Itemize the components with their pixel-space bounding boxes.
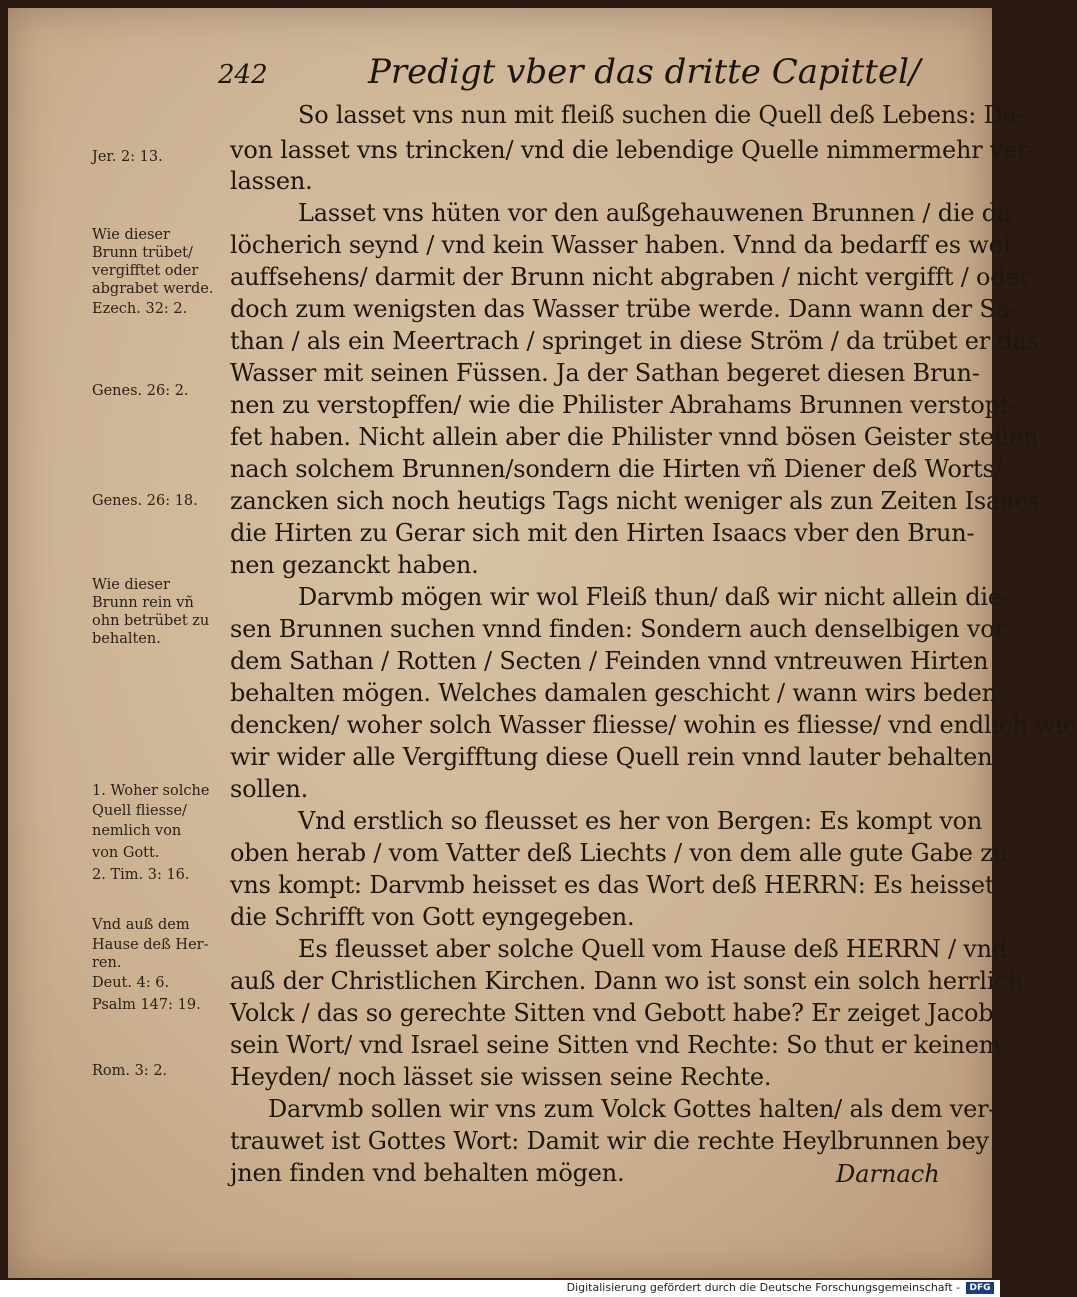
body-line: than / als ein Meertrach / springet in diese Ström / da trübet er das bbox=[230, 327, 1039, 355]
margin-note: 2. Tim. 3: 16. bbox=[92, 867, 190, 883]
margin-note: Rom. 3: 2. bbox=[92, 1063, 168, 1079]
margin-note: Psalm 147: 19. bbox=[92, 997, 201, 1013]
body-line: Es fleusset aber solche Quell vom Hause deß HERRN / vnd bbox=[298, 935, 1008, 963]
body-line: fet haben. Nicht allein aber die Philister vnnd bösen Geister stellen bbox=[230, 423, 1039, 451]
margin-note: Ezech. 32: 2. bbox=[92, 301, 188, 317]
body-line: Vnd erstlich so fleusset es her von Bergen: Es kompt von bbox=[298, 807, 983, 835]
body-line: Darvmb mögen wir wol Fleiß thun/ daß wir nicht allein die- bbox=[298, 583, 1010, 611]
margin-note: Genes. 26: 18. bbox=[92, 493, 198, 509]
body-line: Volck / das so gerechte Sitten vnd Gebott habe? Er zeiget Jacob bbox=[230, 999, 994, 1027]
body-line: trauwet ist Gottes Wort: Damit wir die rechte Heylbrunnen bey bbox=[230, 1127, 989, 1155]
margin-note: ohn betrübet zu bbox=[92, 613, 210, 629]
body-line: die Schrifft von Gott eyngegeben. bbox=[230, 903, 635, 931]
footer-bar bbox=[0, 1280, 1000, 1297]
margin-note: behalten. bbox=[92, 631, 161, 647]
body-line: oben herab / vom Vatter deß Liechts / von dem alle gute Gabe zu bbox=[230, 839, 1008, 867]
margin-note: Genes. 26: 2. bbox=[92, 383, 189, 399]
margin-note: Brunn rein vñ bbox=[92, 595, 194, 611]
body-line: Darvmb sollen wir vns zum Volck Gottes halten/ als dem ver- bbox=[268, 1095, 997, 1123]
running-title: Predigt vber das dritte Capittel/ bbox=[368, 52, 921, 92]
margin-note: Quell fliesse/ bbox=[92, 803, 187, 819]
margin-note: Hause deß Her- bbox=[92, 937, 209, 953]
scanned-page bbox=[8, 8, 1077, 1278]
page-header bbox=[218, 48, 921, 98]
body-line: wir wider alle Vergifftung diese Quell rein vnnd lauter behalten bbox=[230, 743, 993, 771]
body-line: nach solchem Brunnen/sondern die Hirten vñ Diener deß Worts/ bbox=[230, 455, 1003, 483]
body-line: Heyden/ noch lässet sie wissen seine Rechte. bbox=[230, 1063, 772, 1091]
margin-note: Wie dieser bbox=[92, 577, 170, 593]
body-line: So lasset vns nun mit fleiß suchen die Quell deß Lebens: Da- bbox=[298, 101, 1025, 129]
body-line: auß der Christlichen Kirchen. Dann wo ist sonst ein solch herrlich bbox=[230, 967, 1023, 995]
body-line: sen Brunnen suchen vnnd finden: Sondern auch denselbigen vor bbox=[230, 615, 1006, 643]
margin-note: vergifftet oder bbox=[92, 263, 199, 279]
margin-note: Jer. 2: 13. bbox=[92, 149, 163, 165]
funding-notice: Digitalisierung gefördert durch die Deutsche Forschungsgemeinschaft - bbox=[566, 1281, 960, 1294]
margin-note: 1. Woher solche bbox=[92, 783, 210, 799]
body-line: sein Wort/ vnd Israel seine Sitten vnd Rechte: So thut er keinem bbox=[230, 1031, 1002, 1059]
body-line: löcherich seynd / vnd kein Wasser haben. Vnnd da bedarff es wol bbox=[230, 231, 1011, 259]
body-line: doch zum wenigsten das Wasser trübe werde. Dann wann der Sa- bbox=[230, 295, 1018, 323]
margin-note: Deut. 4: 6. bbox=[92, 975, 170, 991]
margin-note: Vnd auß dem bbox=[92, 917, 190, 933]
body-line: dencken/ woher solch Wasser fliesse/ wohin es fliesse/ vnd endlich wie bbox=[230, 711, 1077, 739]
body-line: auffsehens/ darmit der Brunn nicht abgraben / nicht vergifft / oder bbox=[230, 263, 1031, 291]
body-line: Wasser mit seinen Füssen. Ja der Sathan begeret diesen Brun- bbox=[230, 359, 980, 387]
dfg-logo: DFG bbox=[966, 1282, 994, 1294]
body-line: sollen. bbox=[230, 775, 309, 803]
body-line: vns kompt: Darvmb heisset es das Wort deß HERRN: Es heisset bbox=[230, 871, 995, 899]
body-line: von lasset vns trincken/ vnd die lebendige Quelle nimmermehr ver- bbox=[230, 136, 1037, 164]
margin-note: von Gott. bbox=[92, 845, 160, 861]
margin-note: Wie dieser bbox=[92, 227, 170, 243]
body-line: behalten mögen. Welches damalen geschicht / wann wirs beden- bbox=[230, 679, 1005, 707]
body-line: die Hirten zu Gerar sich mit den Hirten Isaacs vber den Brun- bbox=[230, 519, 975, 547]
body-line: jnen finden vnd behalten mögen. bbox=[230, 1159, 625, 1187]
body-line: lassen. bbox=[230, 167, 313, 195]
body-line: nen zu verstopffen/ wie die Philister Abrahams Brunnen verstopf- bbox=[230, 391, 1016, 419]
body-line: dem Sathan / Rotten / Secten / Feinden vnnd vntreuwen Hirten bbox=[230, 647, 989, 675]
margin-note: ren. bbox=[92, 955, 122, 971]
margin-note: Brunn trübet/ bbox=[92, 245, 193, 261]
margin-note: nemlich von bbox=[92, 823, 182, 839]
page-number: 242 bbox=[218, 60, 268, 90]
catchword: Darnach bbox=[836, 1160, 940, 1188]
body-line: zancken sich noch heutigs Tags nicht weniger als zun Zeiten Isaacs bbox=[230, 487, 1040, 515]
body-line: Lasset vns hüten vor den außgehauwenen Brunnen / die da bbox=[298, 199, 1012, 227]
body-line: nen gezanckt haben. bbox=[230, 551, 479, 579]
margin-note: abgrabet werde. bbox=[92, 281, 214, 297]
